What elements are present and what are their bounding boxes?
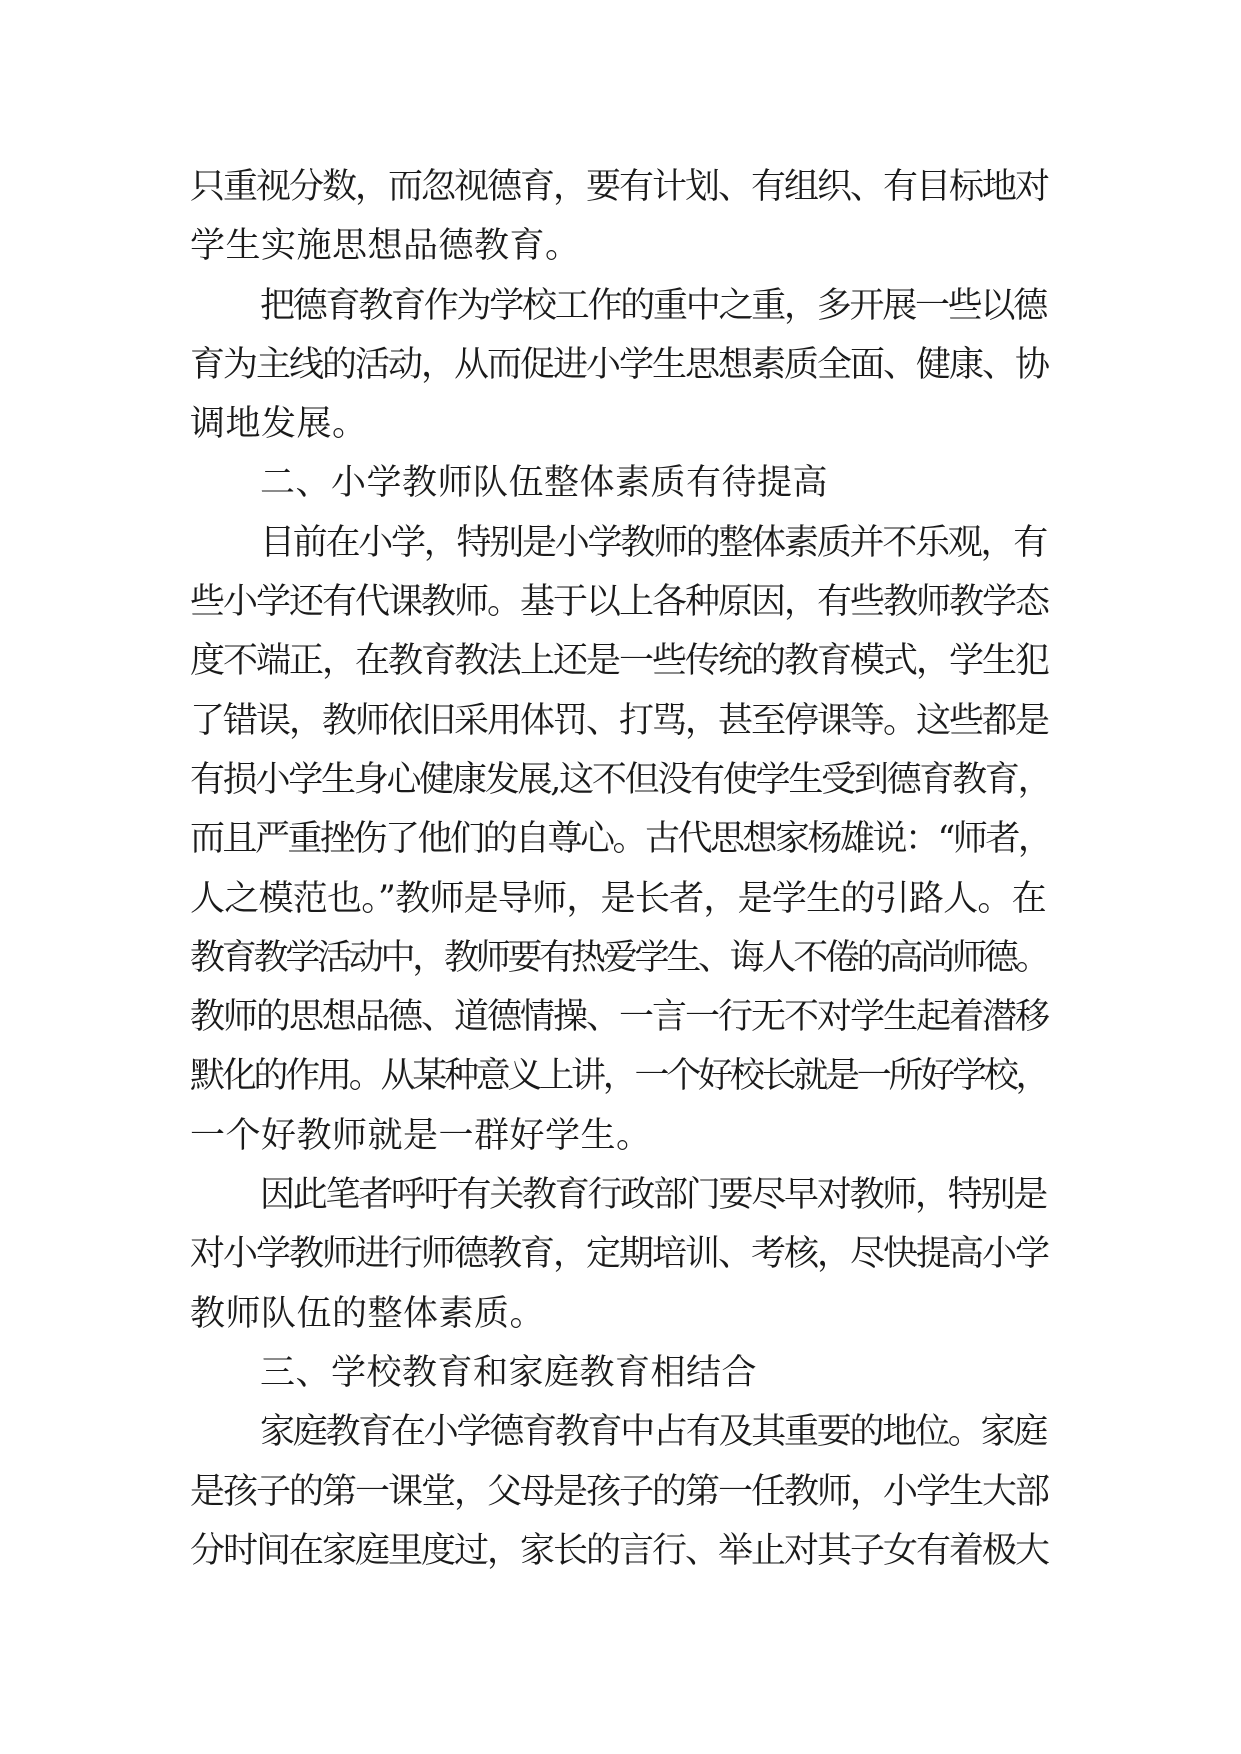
text-line: 而且严重挫伤了他们的自尊心。古代思想家杨雄说：“师者，	[190, 819, 1051, 860]
text-line: 把德育教育作为学校工作的重中之重，多开展一些以德	[260, 285, 1047, 326]
text-line: 分时间在家庭里度过，家长的言行、举止对其子女有着极大	[190, 1530, 1049, 1571]
text-line: 对小学教师进行师德教育，定期培训、考核，尽快提高小学	[190, 1234, 1049, 1275]
section-heading: 二、小学教师队伍整体素质有待提高	[260, 463, 829, 504]
text-line: 默化的作用。从某种意义上讲，一个好校长就是一所好学校，	[190, 1056, 1048, 1097]
text-line: 度不端正，在教育教法上还是一些传统的教育模式，学生犯	[190, 641, 1049, 682]
text-line: 家庭教育在小学德育教育中占有及其重要的地位。家庭	[260, 1412, 1047, 1453]
section-heading: 三、学校教育和家庭教育相结合	[260, 1352, 758, 1393]
text-line: 是孩子的第一课堂，父母是孩子的第一任教师，小学生大部	[190, 1471, 1049, 1512]
text-line: 目前在小学，特别是小学教师的整体素质并不乐观，有	[260, 522, 1047, 563]
text-line: 教育教学活动中，教师要有热爱学生、诲人不倦的高尚师德。	[190, 937, 1048, 978]
text-line: 一个好教师就是一群好学生。	[190, 1115, 652, 1156]
text-line: 人之模范也。”教师是导师，是长者，是学生的引路人。在	[190, 878, 1046, 919]
text-line: 了错误，教师依旧采用体罚、打骂，甚至停课等。这些都是	[190, 700, 1049, 741]
text-line: 教师队伍的整体素质。	[190, 1293, 546, 1334]
text-line: 教师的思想品德、道德情操、一言一行无不对学生起着潜移	[190, 997, 1049, 1038]
text-line: 只重视分数，而忽视德育，要有计划、有组织、有目标地对	[190, 167, 1049, 207]
text-line: 有损小学生身心健康发展,这不但没有使学生受到德育教育，	[190, 759, 1051, 800]
text-line: 学生实施思想品德教育。	[190, 226, 581, 267]
text-line: 调地发展。	[190, 404, 368, 445]
document-body	[190, 158, 1050, 1581]
text-line: 育为主线的活动，从而促进小学生思想素质全面、健康、协	[190, 344, 1049, 385]
text-line: 因此笔者呼吁有关教育行政部门要尽早对教师，特别是	[260, 1175, 1047, 1216]
text-line: 些小学还有代课教师。基于以上各种原因，有些教师教学态	[190, 582, 1049, 623]
